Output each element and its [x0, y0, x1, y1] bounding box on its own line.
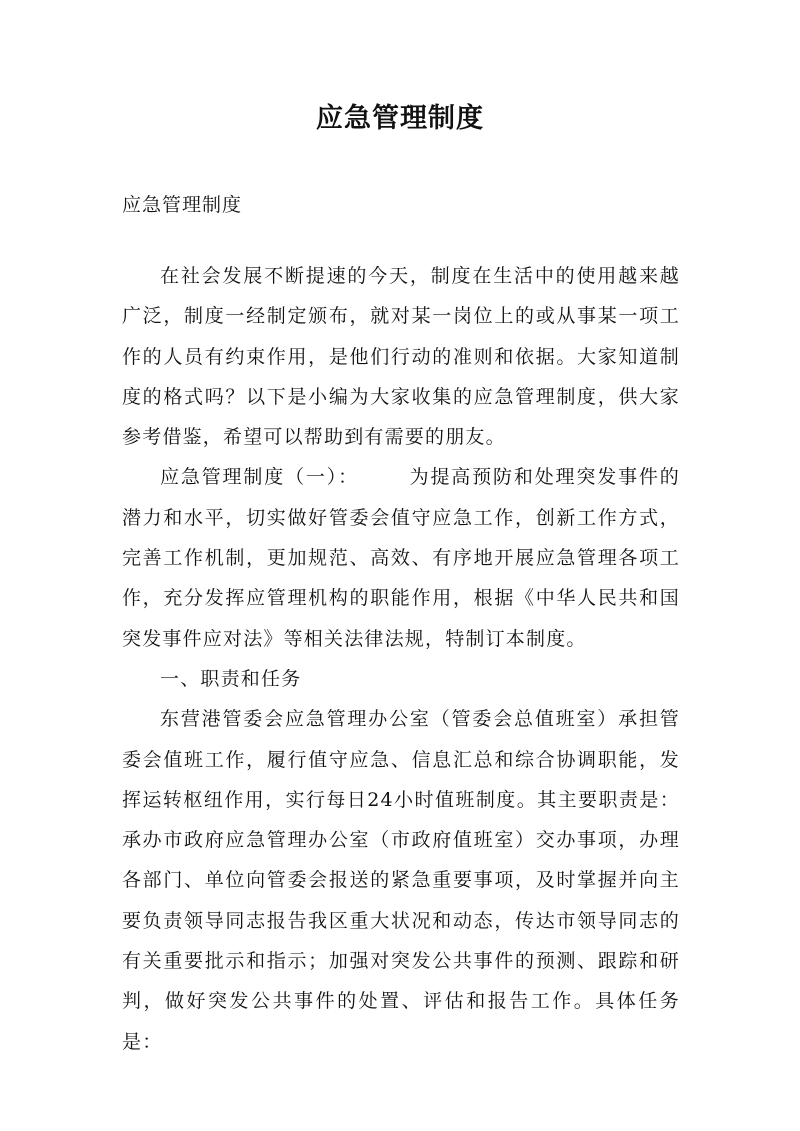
duties-paragraph	[122, 699, 680, 1062]
section-one-paragraph	[122, 457, 680, 658]
document-body	[122, 256, 680, 1062]
heading-duties	[122, 659, 680, 699]
document-title: 应急管理制度	[316, 103, 484, 134]
document-subtitle: 应急管理制度	[122, 194, 243, 216]
intro-paragraph-text: 在社会发展不断提速的今天，制度在生活中的使用越来越广泛，制度一经制定颁布，就对某一岗位上的或从事某一项工作的人员有约束作用，是他们行动的准则和依据。大家知道制度的格式吗？以下是小编为大家收集的应急管理制度，供大家参考借鉴，希望可以帮助到有需要的朋友。	[122, 265, 680, 449]
duties-paragraph-text: 东营港管委会应急管理办公室（管委会总值班室）承担管委会值班工作，履行值守应急、信息汇总和综合协调职能，发挥运转枢纽作用，实行每日24小时值班制度。其主要职责是：承办市政府应急管理办公室（市政府值班室）交办事项，办理各部门、单位向管委会报送的紧急重要事项，及时掌握并向主要负责领导同志报告我区重大状况和动态，传达市领导同志的有关重要批示和指示；加强对突发公共事件的预测、跟踪和研判，做好突发公共事件的处置、评估和报告工作。具体任务是：	[122, 708, 680, 1053]
intro-paragraph	[122, 256, 680, 457]
heading-duties-text: 一、职责和任务	[160, 667, 302, 690]
section-one-lead: 应急管理制度（一）：	[160, 466, 359, 489]
section-one-text: 为提高预防和处理突发事件的潜力和水平，切实做好管委会值守应急工作，创新工作方式，完善工作机制，更加规范、高效、有序地开展应急管理各项工作，充分发挥应管理机构的职能作用，根据《中华人民共和国突发事件应对法》等相关法律法规，特制订本制度。	[122, 466, 680, 650]
